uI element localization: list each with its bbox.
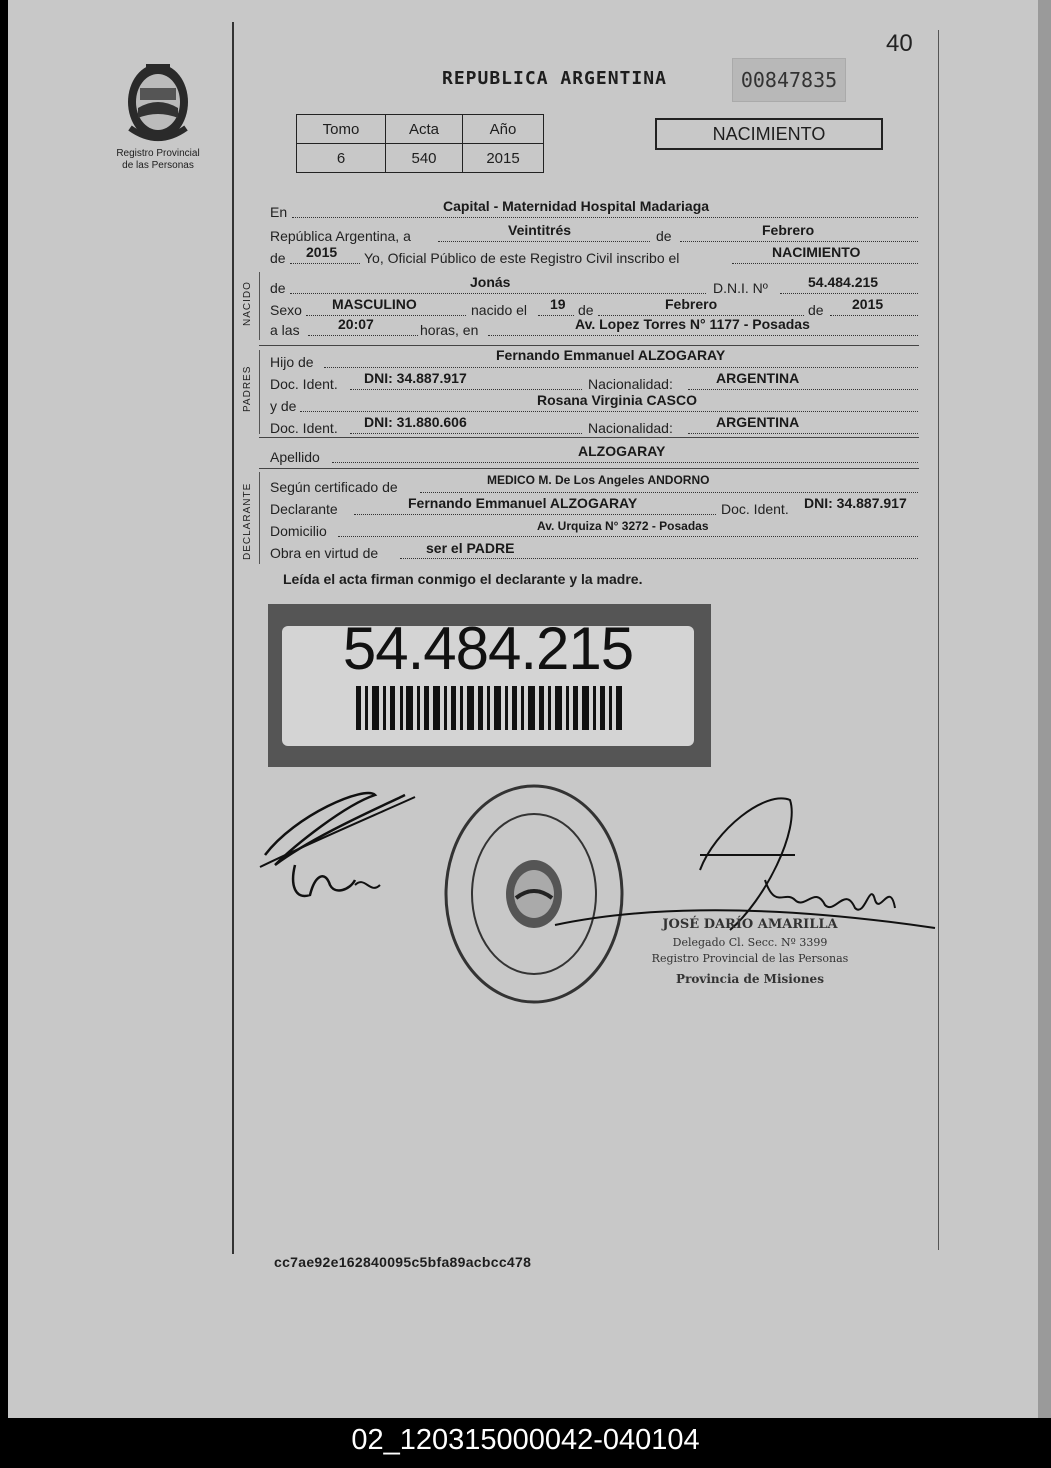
de-label: de bbox=[270, 280, 286, 296]
doc-ident-label: Doc. Ident. bbox=[270, 420, 338, 436]
officer-office: Registro Provincial de las Personas bbox=[651, 952, 849, 965]
horas-label: horas, en bbox=[420, 322, 479, 338]
dotted-line bbox=[538, 314, 574, 316]
child-dni: 54.484.215 bbox=[808, 274, 879, 290]
officer-name: JOSÉ DARÍO AMARILLA bbox=[662, 917, 838, 932]
scan-edge bbox=[1038, 0, 1051, 1418]
child-name: Jonás bbox=[470, 274, 511, 290]
registration-place: Capital - Maternidad Hospital Madariaga bbox=[443, 198, 710, 214]
apellido-label: Apellido bbox=[270, 449, 320, 465]
dotted-line bbox=[324, 366, 918, 368]
dotted-line bbox=[438, 240, 650, 242]
nacido-section-label: NACIDO bbox=[242, 281, 253, 326]
declarant-signature-icon bbox=[255, 775, 425, 915]
document-type-box: NACIMIENTO bbox=[655, 118, 883, 150]
declarante-label: Declarante bbox=[270, 501, 338, 517]
de-label: de bbox=[270, 250, 286, 266]
dni-number-large: 54.484.215 bbox=[342, 615, 634, 682]
father-doc: DNI: 34.887.917 bbox=[364, 370, 467, 386]
de-label: de bbox=[578, 302, 594, 318]
dotted-line bbox=[488, 334, 918, 336]
provincial-coat-of-arms-icon bbox=[120, 58, 196, 144]
alas-label: a las bbox=[270, 322, 300, 338]
registry-caption-line1: Registro Provincial bbox=[116, 148, 200, 159]
section-divider bbox=[259, 345, 919, 346]
dotted-line bbox=[332, 461, 918, 463]
document-hash: cc7ae92e162840095c5bfa89acbcc478 bbox=[274, 1254, 532, 1270]
doc-ident-label: Doc. Ident. bbox=[270, 376, 338, 392]
closing-statement: Leída el acta firman conmigo el declarante y la madre. bbox=[283, 571, 643, 587]
mother-nationality: ARGENTINA bbox=[716, 414, 800, 430]
father-name: Fernando Emmanuel ALZOGARAY bbox=[496, 347, 726, 363]
event-type: NACIMIENTO bbox=[772, 244, 861, 260]
section-divider bbox=[259, 437, 919, 438]
record-table bbox=[296, 114, 544, 173]
dotted-line bbox=[688, 432, 918, 434]
surname: ALZOGARAY bbox=[578, 443, 666, 459]
nacionalidad-label: Nacionalidad: bbox=[588, 420, 673, 436]
dotted-line bbox=[688, 388, 918, 390]
registration-day: Veintitrés bbox=[508, 222, 572, 238]
declarante-section-label: DECLARANTE bbox=[242, 482, 253, 560]
obra-label: Obra en virtud de bbox=[270, 545, 379, 561]
registry-caption bbox=[100, 148, 216, 172]
officer-role: Delegado Cl. Secc. Nº 3399 bbox=[672, 936, 828, 949]
dotted-line bbox=[350, 432, 582, 434]
dotted-line bbox=[300, 410, 918, 412]
dotted-line bbox=[338, 535, 918, 537]
dotted-line bbox=[400, 557, 918, 559]
footer-identifier: 02_120315000042-040104 bbox=[0, 1418, 1051, 1468]
en-label: En bbox=[270, 204, 288, 220]
birth-year: 2015 bbox=[852, 296, 884, 312]
section-divider bbox=[259, 468, 919, 469]
tomo-header: Tomo bbox=[297, 115, 386, 144]
section-rule bbox=[259, 272, 260, 340]
dotted-line bbox=[830, 314, 918, 316]
tomo-value: 6 bbox=[297, 144, 386, 173]
birth-time: 20:07 bbox=[338, 316, 374, 332]
registration-month: Febrero bbox=[762, 222, 815, 238]
acta-header: Acta bbox=[386, 115, 463, 144]
dotted-line bbox=[292, 216, 918, 218]
dotted-line bbox=[306, 314, 466, 316]
mother-doc: DNI: 31.880.606 bbox=[364, 414, 467, 430]
doc-ident-label: Doc. Ident. bbox=[721, 501, 789, 517]
dni-label: D.N.I. Nº bbox=[713, 280, 768, 296]
country-title: REPUBLICA ARGENTINA bbox=[442, 68, 667, 89]
declarant-name: Fernando Emmanuel ALZOGARAY bbox=[408, 495, 638, 511]
acta-value: 540 bbox=[386, 144, 463, 173]
de-label: de bbox=[656, 228, 672, 244]
cert-label: Según certificado de bbox=[270, 479, 398, 495]
hijo-de-label: Hijo de bbox=[270, 354, 314, 370]
child-sex: MASCULINO bbox=[332, 296, 417, 312]
dotted-line bbox=[420, 491, 918, 493]
dotted-line bbox=[350, 388, 582, 390]
sexo-label: Sexo bbox=[270, 302, 302, 318]
dotted-line bbox=[732, 262, 918, 264]
serial-number: 00847835 bbox=[732, 58, 846, 102]
registry-caption-line2: de las Personas bbox=[122, 160, 194, 171]
anio-header: Año bbox=[463, 115, 544, 144]
registration-year: 2015 bbox=[306, 244, 338, 260]
dotted-line bbox=[290, 292, 706, 294]
officer-province: Provincia de Misiones bbox=[676, 972, 824, 986]
anio-value: 2015 bbox=[463, 144, 544, 173]
dotted-line bbox=[290, 262, 360, 264]
barcode-icon bbox=[356, 686, 626, 730]
nacionalidad-label: Nacionalidad: bbox=[588, 376, 673, 392]
right-rule bbox=[938, 30, 939, 1250]
republica-label: República Argentina, a bbox=[270, 228, 411, 244]
mother-name: Rosana Virginia CASCO bbox=[537, 392, 698, 408]
birth-day: 19 bbox=[550, 296, 566, 312]
section-rule bbox=[259, 350, 260, 434]
page-number: 40 bbox=[886, 30, 913, 57]
birth-month: Febrero bbox=[665, 296, 718, 312]
y-de-label: y de bbox=[270, 398, 297, 414]
declarant-reason: ser el PADRE bbox=[426, 540, 515, 556]
section-rule bbox=[259, 472, 260, 564]
dotted-line bbox=[780, 292, 918, 294]
declarant-doc: DNI: 34.887.917 bbox=[804, 495, 907, 511]
declarant-address: Av. Urquiza N° 3272 - Posadas bbox=[537, 519, 709, 533]
domicilio-label: Domicilio bbox=[270, 523, 327, 539]
oficial-text: Yo, Oficial Público de este Registro Civil inscribo el bbox=[364, 250, 680, 266]
father-nationality: ARGENTINA bbox=[716, 370, 800, 386]
dotted-line bbox=[680, 240, 918, 242]
dotted-line bbox=[354, 513, 716, 515]
padres-section-label: PADRES bbox=[242, 365, 253, 412]
birth-place: Av. Lopez Torres N° 1177 - Posadas bbox=[575, 316, 810, 332]
dotted-line bbox=[308, 334, 418, 336]
medical-certificate: MEDICO M. De Los Angeles ANDORNO bbox=[487, 473, 710, 487]
de-label: de bbox=[808, 302, 824, 318]
margin-rule bbox=[232, 22, 234, 1254]
nacido-el-label: nacido el bbox=[471, 302, 528, 318]
